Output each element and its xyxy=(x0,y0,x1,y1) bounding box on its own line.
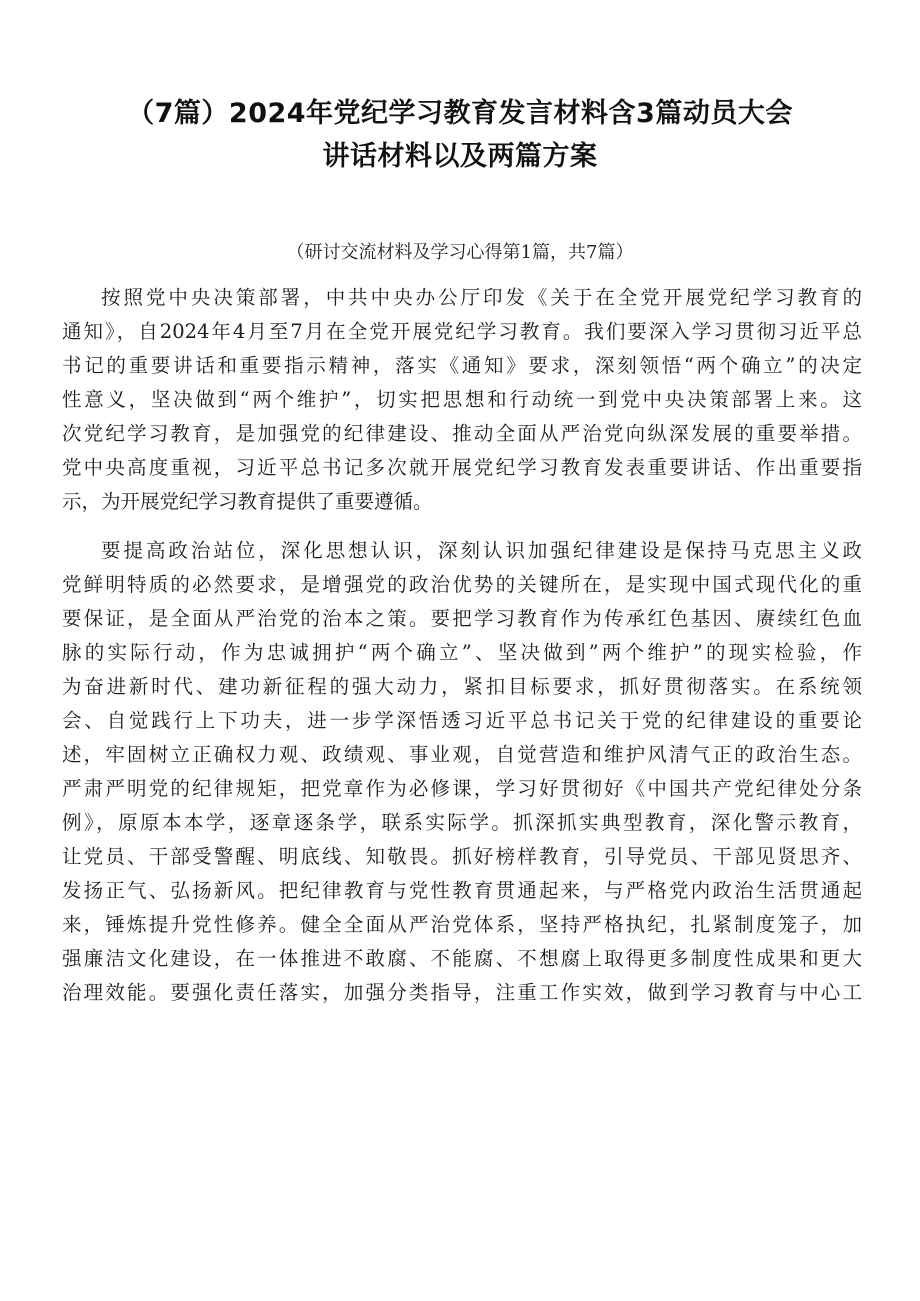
text-line: 发扬正气、弘扬新风。把纪律教育与党性教育贯通起来，与严格党内政治生活贯通起 xyxy=(62,879,862,902)
page-title xyxy=(60,92,860,178)
text-line: 要保证，是全面从严治党的治本之策。要把学习教育作为传承红色基因、赓续红色血 xyxy=(62,607,862,630)
article-body xyxy=(62,281,862,1010)
article-subtitle: （研讨交流材料及学习心得第1篇，共7篇） xyxy=(286,242,634,263)
paragraph-spacer xyxy=(62,519,862,534)
text-line: 强廉洁文化建设，在一体推进不敢腐、不能腐、不想腐上取得更多制度性成果和更大 xyxy=(62,947,862,970)
text-line: 来，锤炼提升党性修养。健全全面从严治党体系，坚持严格执纪，扎紧制度笼子，加 xyxy=(62,913,862,936)
text-line: 党鲜明特质的必然要求，是增强党的政治优势的关键所在，是实现中国式现代化的重 xyxy=(62,573,862,596)
text-line: 示，为开展党纪学习教育提供了重要遵循。 xyxy=(62,490,433,513)
text-line: 让党员、干部受警醒、明底线、知敬畏。抓好榜样教育，引导党员、干部见贤思齐、 xyxy=(62,845,862,868)
text-line: 书记的重要讲话和重要指示精神，落实《通知》要求，深刻领悟“两个确立”的决定 xyxy=(62,354,862,377)
text-line: 通知》，自2024年4月至7月在全党开展党纪学习教育。我们要深入学习贯彻习近平总 xyxy=(62,320,862,343)
text-line: 为奋进新时代、建功新征程的强大动力，紧扣目标要求，抓好贯彻落实。在系统领 xyxy=(62,675,862,698)
text-line: 次党纪学习教育，是加强党的纪律建设、推动全面从严治党向纵深发展的重要举措。 xyxy=(62,422,862,445)
paragraph-1 xyxy=(62,281,862,519)
text-line: 会、自觉践行上下功夫，进一步学深悟透习近平总书记关于党的纪律建设的重要论 xyxy=(62,709,862,732)
text-line: 严肃严明党的纪律规矩，把党章作为必修课，学习好贯彻好《中国共产党纪律处分条 xyxy=(62,777,862,800)
text-line: 按照党中央决策部署，中共中央办公厅印发《关于在全党开展党纪学习教育的 xyxy=(101,286,862,309)
text-line: 性意义，坚决做到“两个维护”，切实把思想和行动统一到党中央决策部署上来。这 xyxy=(62,388,862,411)
text-line: 述，牢固树立正确权力观、政绩观、事业观，自觉营造和维护风清气正的政治生态。 xyxy=(62,743,862,766)
text-line: 治理效能。要强化责任落实，加强分类指导，注重工作实效，做到学习教育与中心工 xyxy=(62,981,862,1004)
title-line-2: 讲话材料以及两篇方案 xyxy=(322,141,598,172)
title-line-1: （7篇）2024年党纪学习教育发言材料含3篇动员大会 xyxy=(127,98,793,129)
paragraph-2 xyxy=(62,534,862,1010)
text-line: 党中央高度重视，习近平总书记多次就开展党纪学习教育发表重要讲话、作出重要指 xyxy=(62,456,862,479)
text-line: 脉的实际行动，作为忠诚拥护“两个确立”、坚决做到”两个维护”的现实检验，作 xyxy=(62,641,862,664)
text-line: 要提高政治站位，深化思想认识，深刻认识加强纪律建设是保持马克思主义政 xyxy=(101,539,862,562)
text-line: 例》，原原本本学，逐章逐条学，联系实际学。抓深抓实典型教育，深化警示教育， xyxy=(62,811,862,834)
